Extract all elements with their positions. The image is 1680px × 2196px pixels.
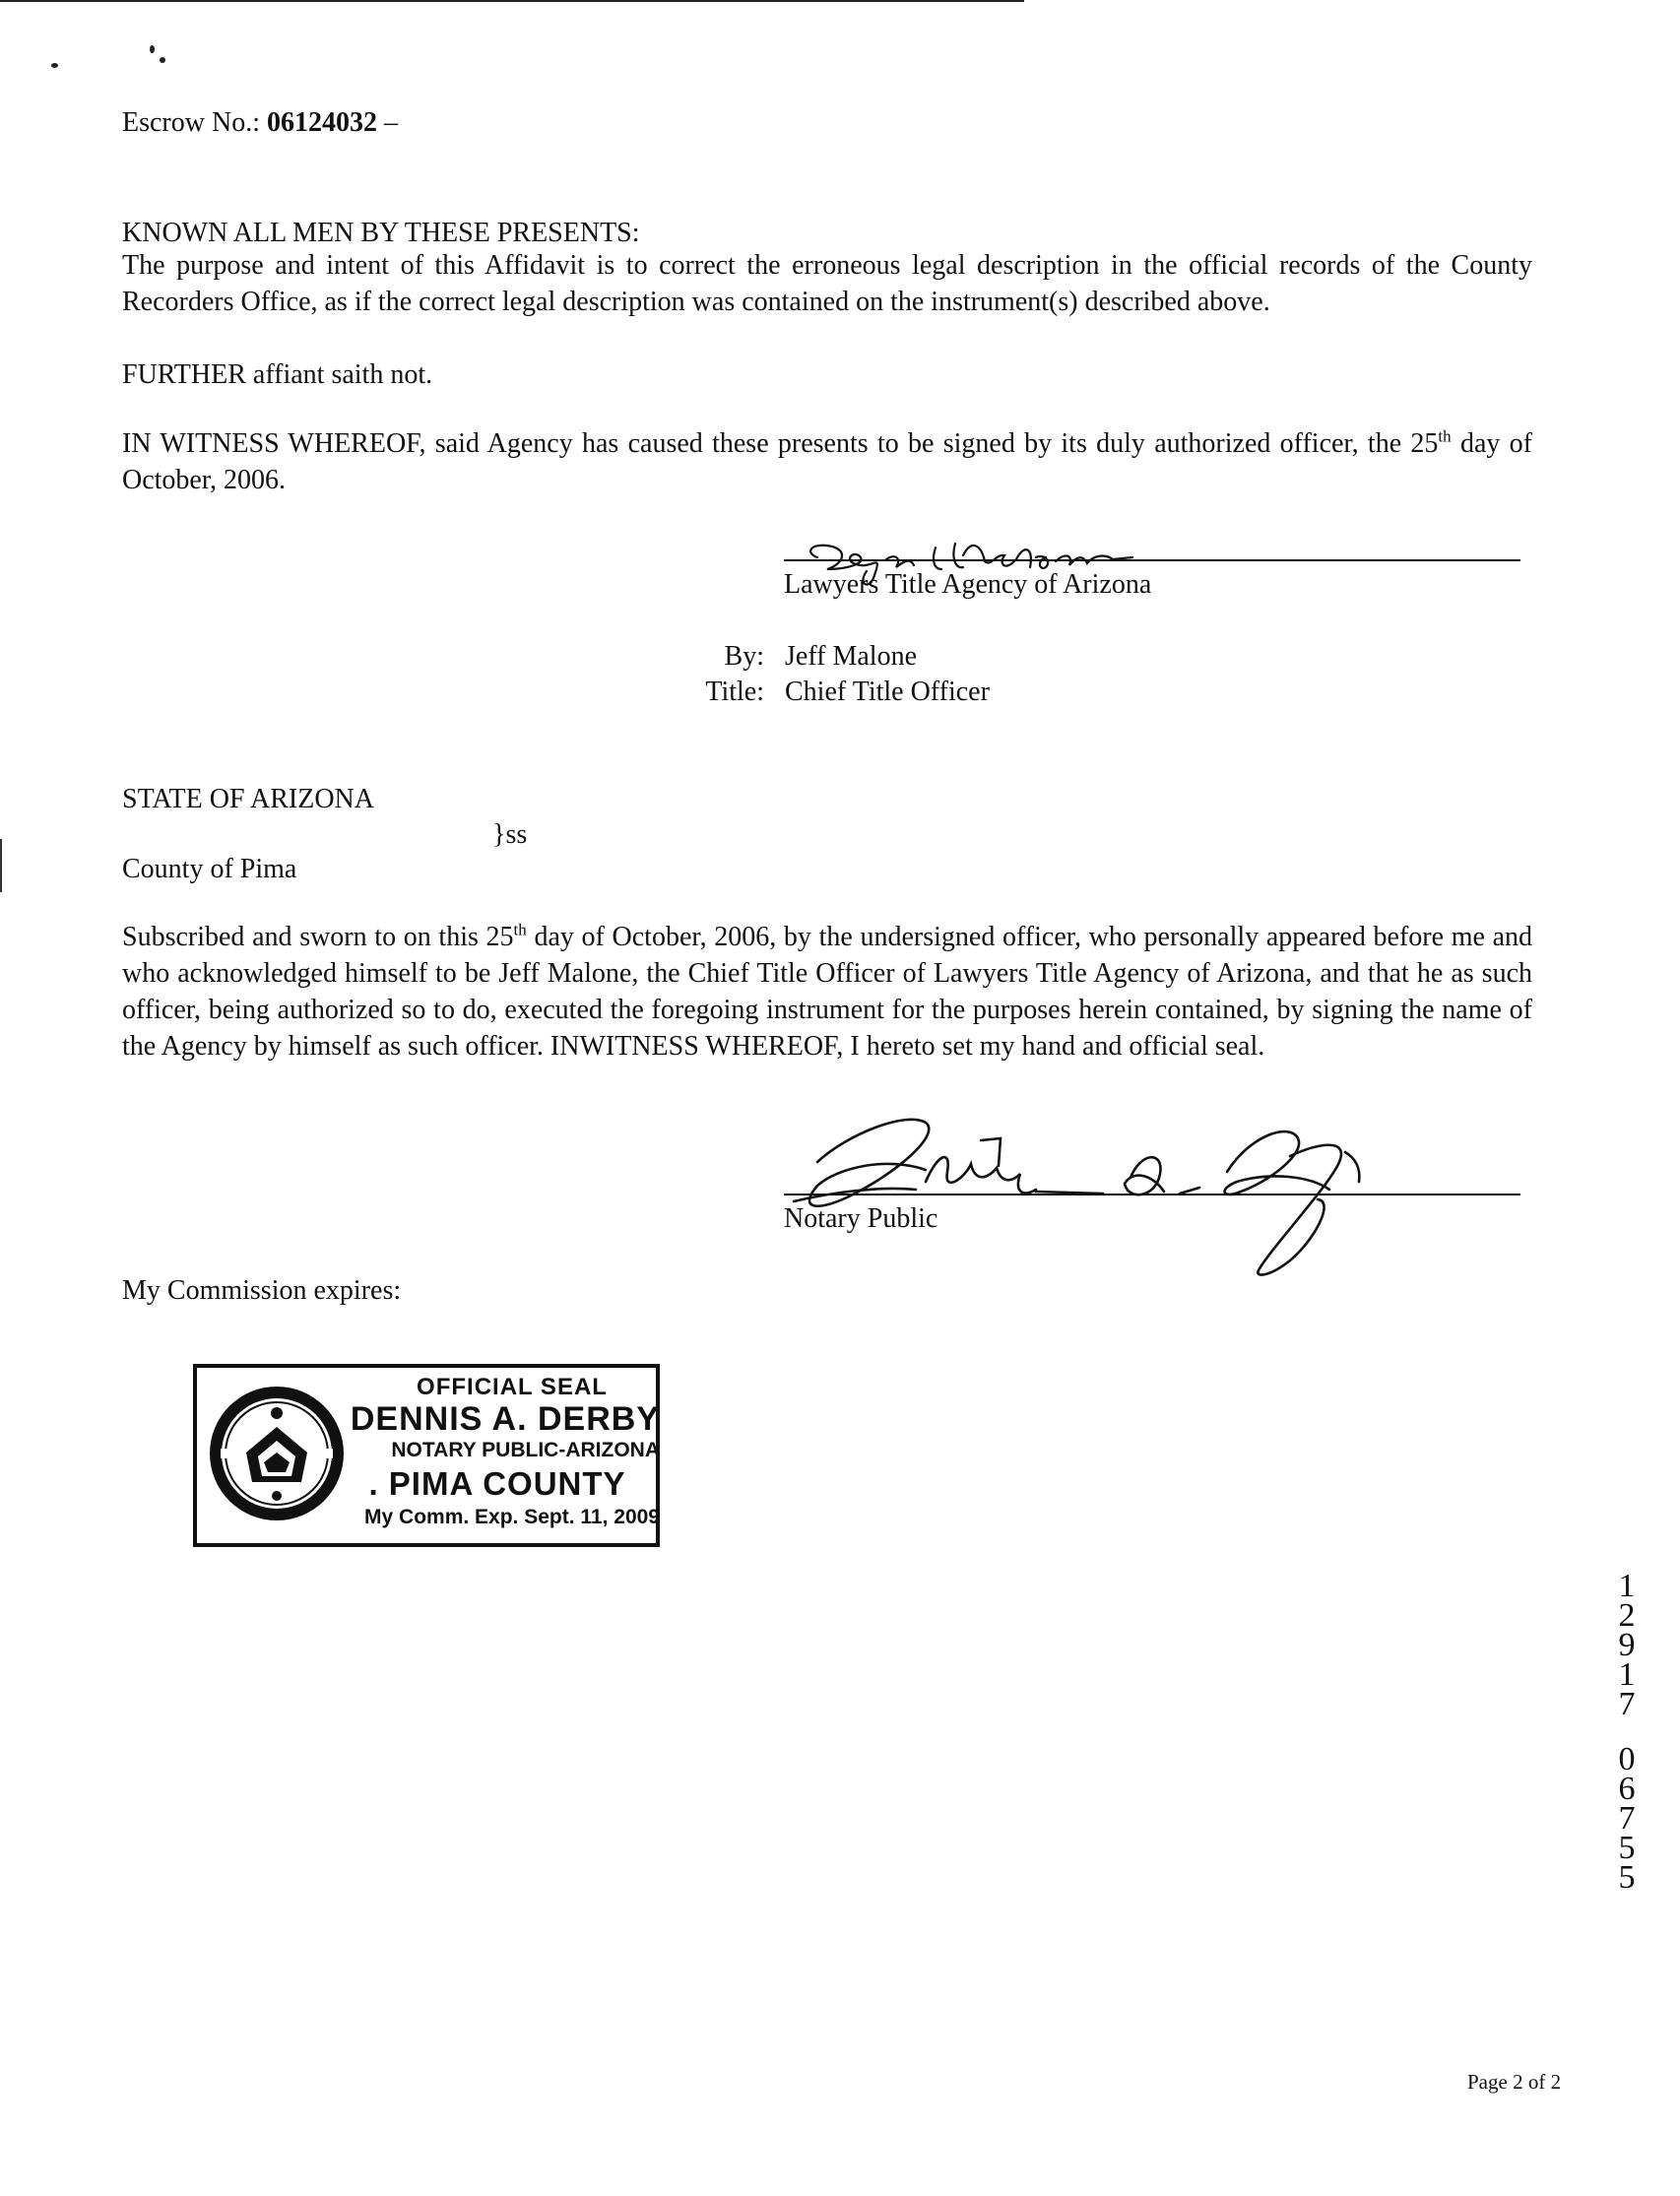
recording-digit: 7 xyxy=(1618,1686,1636,1722)
witness-text: IN WITNESS WHEREOF, said Agency has caused these presents to be signed by its duly authorized officer, the 25 xyxy=(122,428,1439,459)
seal-county: . PIMA COUNTY xyxy=(368,1465,626,1502)
escrow-line xyxy=(122,104,398,141)
recording-digit: 0 xyxy=(1618,1741,1636,1777)
recording-margin-number xyxy=(1607,1568,1647,1896)
recording-digit: 7 xyxy=(1618,1800,1636,1837)
venue-ss: }ss xyxy=(492,819,528,850)
jurat-ordinal: th xyxy=(513,920,527,939)
seal-notary-name: DENNIS A. DERBY xyxy=(350,1400,660,1438)
notary-label: Notary Public xyxy=(784,1203,938,1234)
purpose-paragraph: The purpose and intent of this Affidavit is to correct the erroneous legal description in the official records of the County Recorders Office, as if the correct legal description was contained on the instrument(s) described above. xyxy=(122,250,1532,317)
commission-label: My Commission expires: xyxy=(122,1275,402,1306)
seal-heading: OFFICIAL SEAL xyxy=(417,1374,608,1400)
escrow-label: Escrow No.: xyxy=(122,107,260,138)
notary-seal-stamp xyxy=(193,1364,660,1547)
left-edge-mark xyxy=(0,839,2,892)
recording-digit: 1 xyxy=(1618,1656,1636,1693)
recording-digit: 5 xyxy=(1618,1830,1636,1866)
known-heading: KNOWN ALL MEN BY THESE PRESENTS: xyxy=(122,218,640,248)
title-label: Title: xyxy=(705,677,764,707)
recording-digit: 2 xyxy=(1618,1597,1636,1634)
jurat-text: Subscribed and sworn to on this 25 xyxy=(122,922,514,952)
page-number: Page 2 of 2 xyxy=(1467,2070,1562,2094)
seal-notary-state: NOTARY PUBLIC-ARIZONA xyxy=(391,1439,660,1461)
further-line: FURTHER affiant saith not. xyxy=(122,359,433,390)
recording-digit: 1 xyxy=(1618,1568,1636,1604)
title-value: Chief Title Officer xyxy=(785,677,990,707)
witness-date-text: day of October, 2006. xyxy=(122,428,1532,495)
seal-expiration: My Comm. Exp. Sept. 11, 2009 xyxy=(364,1506,660,1528)
by-value: Jeff Malone xyxy=(785,641,917,672)
venue-county: County of Pima xyxy=(122,854,297,884)
escrow-number: 06124032 xyxy=(266,107,377,138)
witness-paragraph xyxy=(122,425,1532,498)
witness-ordinal: th xyxy=(1438,426,1452,446)
jurat-paragraph xyxy=(122,919,1532,1065)
top-scan-rule xyxy=(0,0,1024,2)
escrow-suffix: – xyxy=(376,107,398,138)
by-label: By: xyxy=(724,641,764,672)
jurat-text-rest: day of October, 2006, by the undersigned officer, who personally appeared before me and who acknowledged himself to be Jeff Malone, the Chief Title Officer of Lawyers Title Agency of Arizona, and that he as such officer, being authorized so to do, executed the foregoing instrument for the purposes herein contained, by signing the name of the Agency by himself as such officer. INWITNESS WHEREOF, I hereto set my hand and official seal. xyxy=(122,922,1533,1062)
scan-speck xyxy=(160,57,165,63)
recording-digit: 5 xyxy=(1618,1859,1636,1896)
company-name: Lawyers Title Agency of Arizona xyxy=(784,569,1152,600)
recording-digit: 6 xyxy=(1618,1771,1636,1807)
venue-state: STATE OF ARIZONA xyxy=(122,784,374,814)
arizona-seal-emblem xyxy=(207,1384,347,1523)
notary-signature-line xyxy=(784,1194,1520,1195)
company-signature-line xyxy=(784,559,1520,561)
notary-signature xyxy=(778,1083,1369,1290)
recording-digit: 9 xyxy=(1618,1627,1636,1663)
scan-speck xyxy=(51,63,58,68)
scan-speck xyxy=(150,45,155,53)
seal-text-block xyxy=(335,1374,660,1531)
